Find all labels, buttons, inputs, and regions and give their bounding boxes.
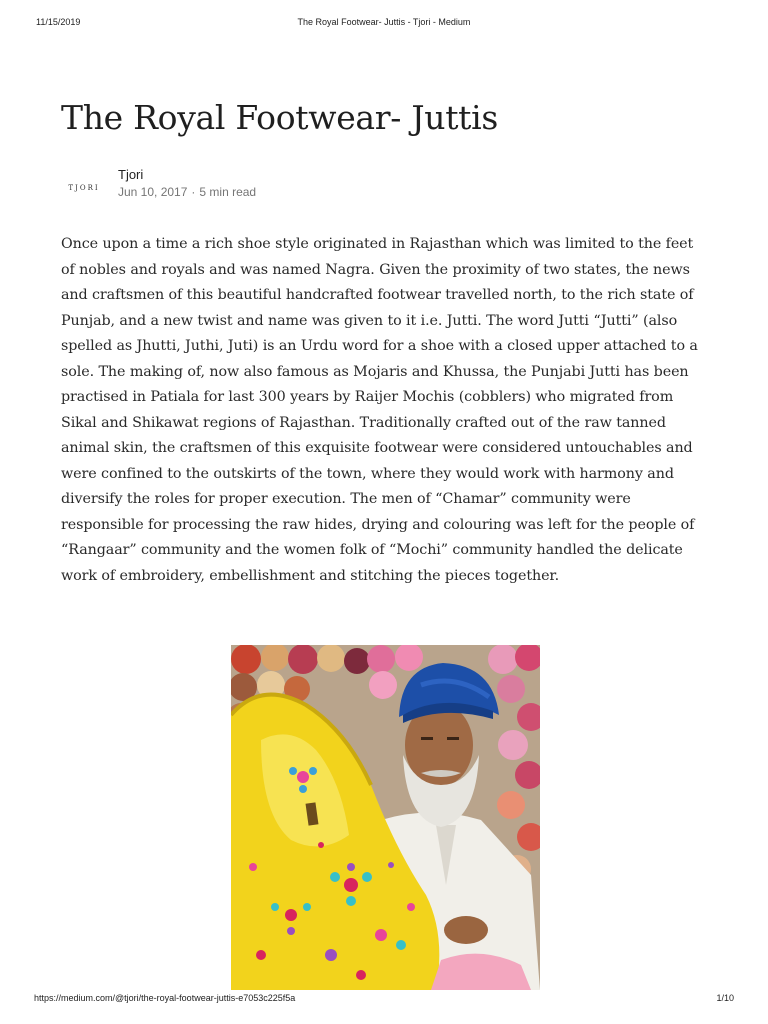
article-paragraph: Once upon a time a rich shoe style originated in Rajasthan which was limited to the feet of nobles and royals and was named Nagra. Given the proximity of two states, the news and craftsmen of this beautiful handcrafted footwear travelled north, to the rich state of Punjab, and a new twist and name was given to it i.e. Jutti. The word Jutti “Jutti” (also spelled as Jhutti, Juthi, Juti) is an Urdu word for a shoe with a closed upper attached to a sole. The making of, now also famous as Mojaris and Khussa, the Punjabi Jutti has been practised in Patiala for last 300 years by Raijer Mochis (cobblers) who migrated from Sikal and Shikawat regions of Rajasthan. Traditionally crafted out of the raw tanned animal skin, the craftsmen of this exquisite footwear were considered untouchables and were confined to the outskirts of the town, where they would work with harmony and diversify the roles for proper execution. The men of “Chamar” community were responsible for processing the raw hides, drying and colouring was left for the people of “Rangaar” community and the women folk of “Mochi” community handled the delicate work of embroidery, embellishment and stitching the pieces together. bbox=[61, 236, 698, 584]
print-url[interactable]: https://medium.com/@tjori/the-royal-footwear-juttis-e7053c225f5a bbox=[34, 993, 296, 1003]
article-title: The Royal Footwear- Juttis bbox=[61, 98, 499, 137]
meta-separator: · bbox=[191, 185, 196, 199]
author-name-link[interactable]: Tjori bbox=[118, 167, 144, 182]
print-date: 11/15/2019 bbox=[36, 17, 81, 27]
print-page-title: The Royal Footwear- Juttis - Tjori - Medium bbox=[297, 17, 471, 27]
photo-jutti-craftsman bbox=[231, 645, 540, 990]
post-meta bbox=[118, 184, 256, 200]
article-image bbox=[231, 645, 540, 990]
post-date: Jun 10, 2017 bbox=[118, 185, 188, 199]
print-footer bbox=[0, 993, 768, 1007]
print-header bbox=[0, 17, 768, 31]
page-number: 1/10 bbox=[716, 993, 734, 1003]
author-avatar[interactable]: TJORI bbox=[68, 184, 100, 192]
author-block bbox=[61, 166, 461, 206]
read-time: 5 min read bbox=[199, 185, 257, 199]
author-meta bbox=[118, 166, 256, 200]
